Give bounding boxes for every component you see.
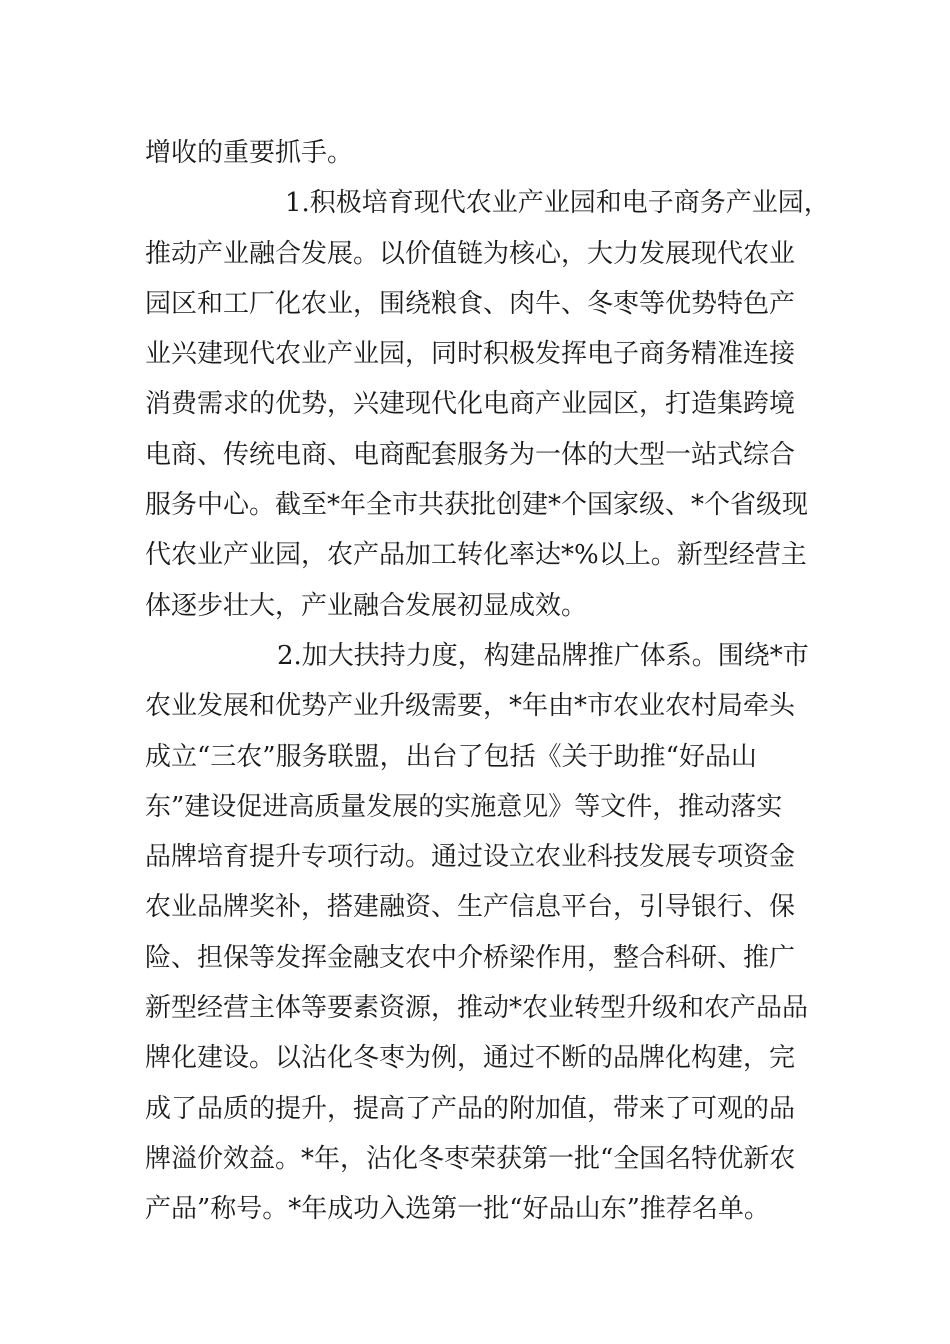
text-line: 成了品质的提升，提高了产品的附加值，带来了可观的品 — [145, 1093, 796, 1124]
text-line: 园区和工厂化农业，围绕粮食、肉牛、冬枣等优势特色产 — [145, 288, 796, 319]
section-heading-2: 2.加大扶持力度，构建品牌推广体系。围绕*市 — [277, 640, 809, 671]
text-line: 消费需求的优势，兴建现代化电商产业园区，打造集跨境 — [145, 389, 796, 420]
body-text — [145, 128, 830, 1235]
text-line: 体逐步壮大，产业融合发展初显成效。 — [145, 590, 588, 621]
text-line: 推动产业融合发展。以价值链为核心，大力发展现代农业 — [145, 238, 796, 269]
text-line: 电商、传统电商、电商配套服务为一体的大型一站式综合 — [145, 439, 796, 470]
text-line: 牌化建设。以沾化冬枣为例，通过不断的品牌化构建，完 — [145, 1043, 796, 1074]
text-line: 品牌培育提升专项行动。通过设立农业科技发展专项资金 — [145, 842, 796, 873]
text-line: 业兴建现代农业产业园，同时积极发挥电子商务精准连接 — [145, 339, 796, 370]
text-line: 牌溢价效益。*年，沾化冬枣荣获第一批“全国名特优新农 — [145, 1143, 796, 1174]
text-line: 服务中心。截至*年全市共获批创建*个国家级、*个省级现 — [145, 490, 809, 521]
text-line: 成立“三农”服务联盟，出台了包括《关于助推“好品山 — [145, 741, 757, 772]
text-line: 险、担保等发挥金融支农中介桥梁作用，整合科研、推广 — [145, 942, 796, 973]
text-line: 产品”称号。*年成功入选第一批“好品山东”推荐名单。 — [145, 1194, 770, 1225]
text-line: 农业品牌奖补，搭建融资、生产信息平台，引导银行、保 — [145, 892, 796, 923]
text-line: 增收的重要抓手。 — [145, 138, 354, 168]
text-line: 农业发展和优势产业升级需要，*年由*市农业农村局牵头 — [145, 691, 796, 722]
section-heading-1: 1.积极培育现代农业产业园和电子商务产业园， — [285, 188, 830, 219]
text-line: 新型经营主体等要素资源，推动*农业转型升级和农产品品 — [145, 993, 809, 1024]
text-line: 代农业产业园，农产品加工转化率达*%以上。新型经营主 — [145, 540, 807, 571]
text-line: 东”建设促进高质量发展的实施意见》等文件，推动落实 — [145, 791, 783, 822]
